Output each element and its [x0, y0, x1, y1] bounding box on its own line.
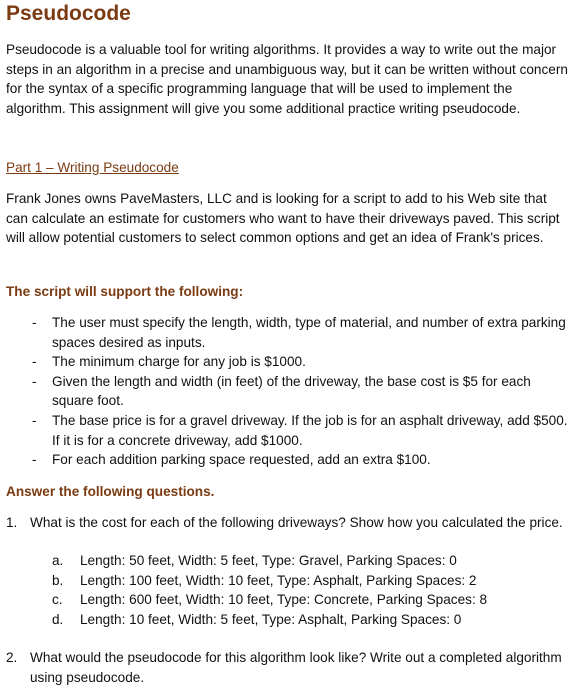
intro-paragraph: Pseudocode is a valuable tool for writing algorithms. It provides a way to write out the major steps in an algorithm in a precise and unambiguous way, but it can be written without concern for the syntax of a specific programming language that will be used to implement the algorithm. This assignment will give you some additional practice writing pseudocode.: [6, 42, 568, 116]
requirement-text: The minimum charge for any job is $1000.: [52, 354, 306, 370]
question-number: 1.: [6, 515, 18, 530]
requirement-item: [32, 313, 572, 352]
item-text: Length: 50 feet, Width: 5 feet, Type: Gravel, Parking Spaces: 0: [80, 553, 457, 568]
requirement-item: [32, 372, 572, 411]
dash-bullet: -: [32, 315, 37, 330]
driveway-item: [52, 610, 570, 630]
questions-heading: Answer the following questions.: [6, 484, 215, 499]
item-letter: b.: [52, 572, 64, 588]
item-text: Length: 10 feet, Width: 5 feet, Type: Asphalt, Parking Spaces: 0: [80, 611, 462, 627]
driveway-list: [52, 551, 570, 629]
dash-bullet: -: [32, 412, 37, 428]
scenario-paragraph: Frank Jones owns PaveMasters, LLC and is looking for a script to add to his Web site that can calculate an estimate for customers who want to have their driveways paved. This script will allow potential customers to select common options and get an idea of Frank's prices.: [6, 191, 560, 246]
requirement-text: The user must specify the length, width, type of material, and number of extra parking spaces desired as inputs.: [52, 315, 566, 350]
part-1-heading: Part 1 – Writing Pseudocode: [6, 160, 179, 175]
requirement-text: For each addition parking space requested, add an extra $100.: [52, 452, 431, 468]
question-text: What is the cost for each of the following driveways? Show how you calculated the price.: [30, 515, 563, 530]
requirement-text: Given the length and width (in feet) of the driveway, the base cost is $5 for each square foot.: [52, 373, 531, 409]
item-text: Length: 600 feet, Width: 10 feet, Type: Concrete, Parking Spaces: 8: [80, 592, 488, 608]
driveway-item: [52, 571, 570, 591]
driveway-item: [52, 590, 570, 610]
question-2: [6, 648, 570, 687]
item-letter: c.: [52, 592, 63, 608]
item-text: Length: 100 feet, Width: 10 feet, Type: Asphalt, Parking Spaces: 2: [80, 572, 477, 588]
dash-bullet: -: [32, 373, 37, 389]
question-number: 2.: [6, 650, 18, 665]
support-heading: The script will support the following:: [6, 284, 244, 299]
requirements-list: [32, 313, 572, 470]
document-title: Pseudocode: [6, 2, 131, 25]
dash-bullet: -: [32, 354, 37, 370]
requirement-item: [32, 450, 572, 470]
question-1: [6, 513, 570, 533]
requirement-item: [32, 411, 572, 450]
question-text: What would the pseudocode for this algorithm look like? Write out a completed algorithm using pseudocode.: [30, 650, 562, 685]
item-letter: d.: [52, 611, 64, 627]
driveway-item: [52, 551, 570, 571]
dash-bullet: -: [32, 452, 37, 468]
item-letter: a.: [52, 553, 64, 568]
requirement-item: [32, 352, 572, 372]
requirement-text: The base price is for a gravel driveway. If the job is for an asphalt driveway, add $500. If it is for a concrete driveway, add $1000.: [52, 412, 568, 448]
